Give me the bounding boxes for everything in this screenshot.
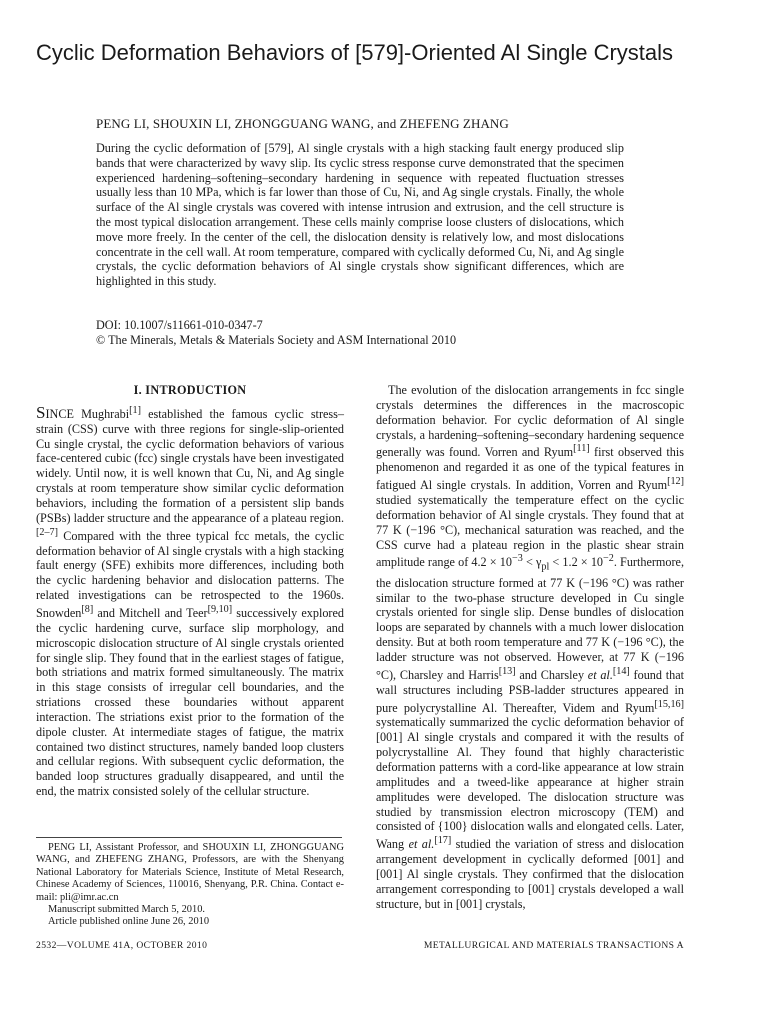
manuscript-submitted: Manuscript submitted March 5, 2010.: [48, 904, 205, 916]
abstract: During the cyclic deformation of [579], Al single crystals with a high stacking fault energy produced slip bands that were characterized by wavy slip. Its cyclic stress response curve demonstrated that the specimen experienced hardening–softening–secondary hardening in sequence with repeated fluctuation stresses usually less than 10 MPa, which is far lower than those of Cu, Ni, and Ag single crystals. Finally, the whole surface of the Al single crystals was covered with intense intrusion and extrusion, and the cell structure is the most typical dislocation arrangement. These cells mainly comprise loose clusters of dislocations, which move more freely. In the center of the cell, the dislocation density is relatively low, and most dislocations concentrate in the cell wall. At room temperature, compared with cyclically deformed Cu, Ni, and Ag single crystals, the cyclic deformation behaviors of Al single crystals show significant differences, which are highlighted in this study.: [96, 141, 624, 289]
right-column: [376, 383, 684, 912]
section-heading-introduction: I. INTRODUCTION: [133, 383, 247, 397]
citation-ref[interactable]: [17]: [434, 835, 452, 847]
citation-ref[interactable]: [9,10]: [207, 603, 233, 615]
intro-paragraph-1: SINCE Mughrabi[1] established the famous cyclic stress–strain (CSS) curve with three regions for single-slip-oriented Cu single crystal, the cyclic deformation behaviors of various face-centered cubic (fcc) single crystals have been investigated widely. Until now, it is well known that Cu, Ni, and Ag single crystals at room temperature show similar cyclic deformation behaviors, including the formation of a persistent slip bands (PSBs) ladder structure and the appearance of a plateau region.[2–7] Compared with the three typical fcc metals, the cyclic deformation behavior of Al single crystals with a high stacking fault energy (SFE) exhibits more differences, including both the cyclic hardening behavior and dislocation patterns. The related investigations can be retrospected to the 1960s. Snowden[8] and Mitchell and Teer[9,10] successively explored the cyclic hardening curve, surface slip morphology, and microscopic dislocation structure of Al single crystals oriented for single slip. They found that in the earliest stages of fatigue, both striations and matrix formed simultaneously. The matrix in this stage consists of irregular cell boundaries, and the striations crossed these boundaries without apparent interaction. The striations exist prior to the formation of the dipole cluster. At intermediate stages of fatigue, the matrix contained two distinct structures, namely banded loop clusters and cellular regions. With subsequent cyclic deformation, the banded loop structures gradually disappeared, and until the end, the matrix consisted solely of the cellular structure.: [36, 402, 344, 799]
footnote: [36, 842, 344, 929]
doi-block: [96, 318, 624, 348]
copyright-notice: © The Minerals, Metals & Materials Society and ASM International 2010: [96, 333, 457, 347]
citation-ref[interactable]: [15,16]: [654, 698, 684, 710]
footnote-divider: [36, 837, 342, 838]
citation-ref[interactable]: [2–7]: [36, 526, 58, 538]
citation-ref[interactable]: [11]: [573, 443, 590, 455]
citation-ref[interactable]: [8]: [81, 603, 94, 615]
author-affiliation: PENG LI, Assistant Professor, and SHOUXIN LI, ZHONGGUANG WANG, and ZHEFENG ZHANG, Professors, are with the Shenyang National Laboratory for Materials Science, Institute of Metal Research, Chinese Academy of Sciences, 110016, Shenyang, P.R. China. Contact e-mail: pli@imr.ac.cn: [36, 842, 344, 903]
author-list: PENG LI, SHOUXIN LI, ZHONGGUANG WANG, and ZHEFENG ZHANG: [96, 116, 509, 131]
article-title: Cyclic Deformation Behaviors of [579]-Oriented Al Single Crystals: [36, 40, 674, 65]
footer-journal-name: METALLURGICAL AND MATERIALS TRANSACTIONS A: [423, 940, 684, 951]
article-published: Article published online June 26, 2010: [48, 916, 210, 928]
left-column: [36, 383, 344, 799]
doi-link[interactable]: DOI: 10.1007/s11661-010-0347-7: [96, 318, 263, 332]
citation-ref[interactable]: [12]: [667, 476, 684, 488]
citation-ref[interactable]: [14]: [612, 665, 630, 677]
intro-paragraph-2: The evolution of the dislocation arrangements in fcc single crystals determines the differences in the macroscopic deformation behavior. For cyclic deformation of Al single crystals, a hardening–softening–secondary hardening sequence generally was found. Vorren and Ryum[11] first observed this phenomenon and regarded it as one of the typical features in fatigued Al single crystals. In addition, Vorren and Ryum[12] studied systematically the temperature effect on the cyclic deformation behavior of Al single crystals. They found that at 77 K (−196 °C), mechanical saturation was reached, and the CSS curve had a plateau region in the plastic shear strain amplitude range of $4.2 \times 10^{-3} < \gamma_{pl} < 1.2 \times 10^{-2}$. Furthermore, the dislocation structure formed at 77 K (−196 °C) was rather similar to the two-phase structure developed in Cu single crystals oriented for single slip. Dense bundles of dislocation loops are separated by channels with a much lower dislocation density. But at both room temperature and 77 K (−196 °C), the ladder structure was not observed. However, at 77 K (−196 °C), Charsley and Harris[13] and Charsley et al.[14] found that wall structures including PSB-ladder structures appeared in pure polycrystalline Al. Thereafter, Videm and Ryum[15,16] systematically summarized the cyclic deformation behavior of [001] Al single crystals and compared it with the results of polycrystalline Al. They found that highly characteristic deformation patterns with a cord-like appearance at low strain amplitudes and a tweed-like appearance at higher strain amplitudes were developed. The dislocation structure was studied by transmission electron microscopy (TEM) and consisted of {100} dislocation walls and elongated cells. Later, Wang et al.[17] studied the variation of stress and dislocation arrangement development in cyclically deformed [001] and [001] Al single crystals. They confirmed that the dislocation arrangement corresponding to [001] crystals developed a wall structure, but in [001] crystals,: [376, 383, 685, 911]
drop-cap: S: [36, 402, 46, 422]
citation-ref[interactable]: [13]: [498, 665, 516, 677]
citation-ref[interactable]: [1]: [129, 404, 141, 416]
footer-volume-info: 2532—VOLUME 41A, OCTOBER 2010: [36, 940, 208, 951]
